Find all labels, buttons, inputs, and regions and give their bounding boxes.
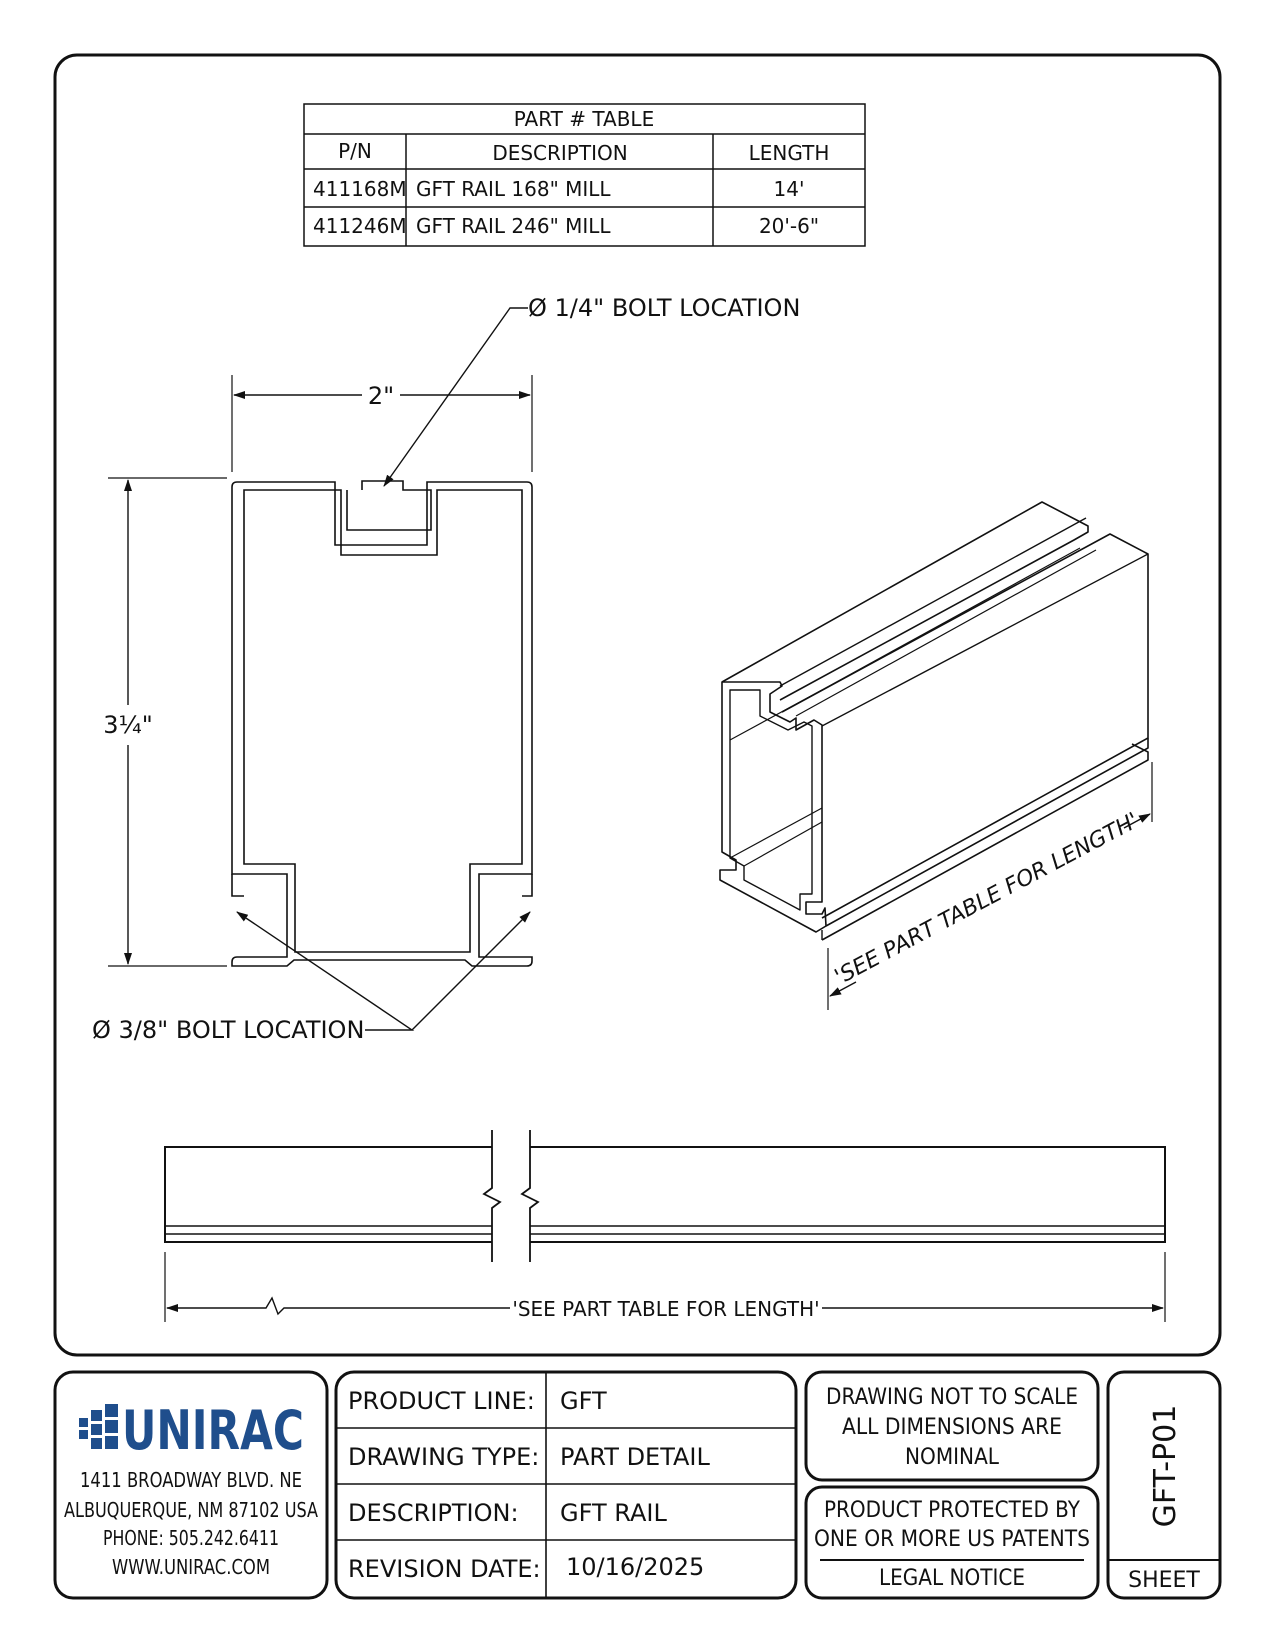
main-border — [55, 55, 1220, 1355]
bolt-bottom-leader-right — [412, 912, 530, 1030]
rail-isometric — [720, 502, 1152, 1010]
company-logo-text: UNIRAC — [122, 1399, 304, 1462]
scale-note-line-3: NOMINAL — [905, 1445, 1000, 1470]
iso-box-top-edge — [822, 554, 1148, 726]
profile-right-lip — [522, 874, 532, 896]
profile-inner-outline — [244, 490, 522, 952]
field-drawing-type-label: DRAWING TYPE: — [348, 1443, 540, 1471]
legal-notice-box — [806, 1487, 1098, 1598]
scale-note-line-2: ALL DIMENSIONS ARE — [842, 1415, 1062, 1440]
bolt-top-label: Ø 1/4" BOLT LOCATION — [528, 294, 801, 322]
iso-groove-2 — [796, 550, 1096, 716]
iso-inner-back-3 — [730, 690, 822, 740]
height-label: 3¼" — [103, 711, 153, 739]
legal-notice-label: LEGAL NOTICE — [879, 1566, 1025, 1591]
rail-profile — [92, 294, 800, 1044]
side-right-outline — [530, 1147, 1165, 1242]
iso-inner-back-1 — [730, 808, 822, 858]
company-address-1: 1411 BROADWAY BLVD. NE — [80, 1468, 302, 1492]
profile-top-slot — [347, 481, 431, 530]
row1-description: GFT RAIL 168" MILL — [416, 177, 611, 201]
patent-note-line-1: PRODUCT PROTECTED BY — [824, 1498, 1081, 1523]
iso-top-left-flange — [722, 502, 1088, 700]
company-address-2: ALBUQUERQUE, NM 87102 USA — [64, 1498, 319, 1522]
sheet-label: SHEET — [1128, 1568, 1200, 1593]
field-drawing-type-value: PART DETAIL — [560, 1443, 710, 1471]
side-dim-left — [167, 1298, 510, 1314]
row1-pn: 411168M — [313, 177, 407, 201]
side-length-label: 'SEE PART TABLE FOR LENGTH' — [512, 1297, 820, 1321]
row2-pn: 411246M — [313, 214, 407, 238]
header-length: LENGTH — [748, 141, 830, 165]
company-phone: PHONE: 505.242.6411 — [103, 1526, 279, 1550]
company-box — [55, 1372, 327, 1598]
bolt-top-leader — [384, 308, 528, 486]
unirac-logo-mark — [79, 1404, 118, 1449]
scale-note-line-1: DRAWING NOT TO SCALE — [826, 1385, 1078, 1410]
bolt-bottom-leader-left — [237, 912, 412, 1030]
field-product-line-value: GFT — [560, 1387, 607, 1415]
bolt-bottom-label: Ø 3/8" BOLT LOCATION — [92, 1016, 365, 1044]
rail-side-view — [165, 1130, 1165, 1322]
row2-length: 20'-6" — [758, 214, 820, 238]
iso-top-left-edge — [780, 518, 1086, 686]
scale-note-box — [806, 1372, 1098, 1480]
patent-note-line-2: ONE OR MORE US PATENTS — [814, 1527, 1090, 1552]
sheet-box — [1108, 1372, 1220, 1598]
field-product-line-label: PRODUCT LINE: — [348, 1387, 535, 1415]
part-table — [304, 104, 865, 246]
company-website: WWW.UNIRAC.COM — [112, 1555, 270, 1579]
iso-groove-1 — [782, 548, 1080, 712]
iso-front-inner — [730, 690, 812, 910]
field-revision-date-label: REVISION DATE: — [348, 1555, 541, 1583]
profile-left-lip — [232, 874, 244, 896]
row1-length: 14' — [773, 177, 805, 201]
side-left-outline — [165, 1147, 492, 1242]
drawing-info-box — [336, 1372, 796, 1598]
row2-description: GFT RAIL 246" MILL — [416, 214, 611, 238]
iso-length-label: 'SEE PART TABLE FOR LENGTH' — [830, 808, 1144, 991]
field-description-label: DESCRIPTION: — [348, 1499, 519, 1527]
header-description: DESCRIPTION — [492, 141, 628, 165]
width-label: 2" — [367, 382, 395, 410]
field-description-value: GFT RAIL — [560, 1499, 667, 1527]
sheet-number: GFT-P01 — [1148, 1404, 1183, 1528]
part-table-title: PART # TABLE — [513, 107, 655, 131]
field-revision-date-value: 10/16/2025 — [566, 1553, 705, 1581]
header-pn: P/N — [338, 139, 372, 163]
